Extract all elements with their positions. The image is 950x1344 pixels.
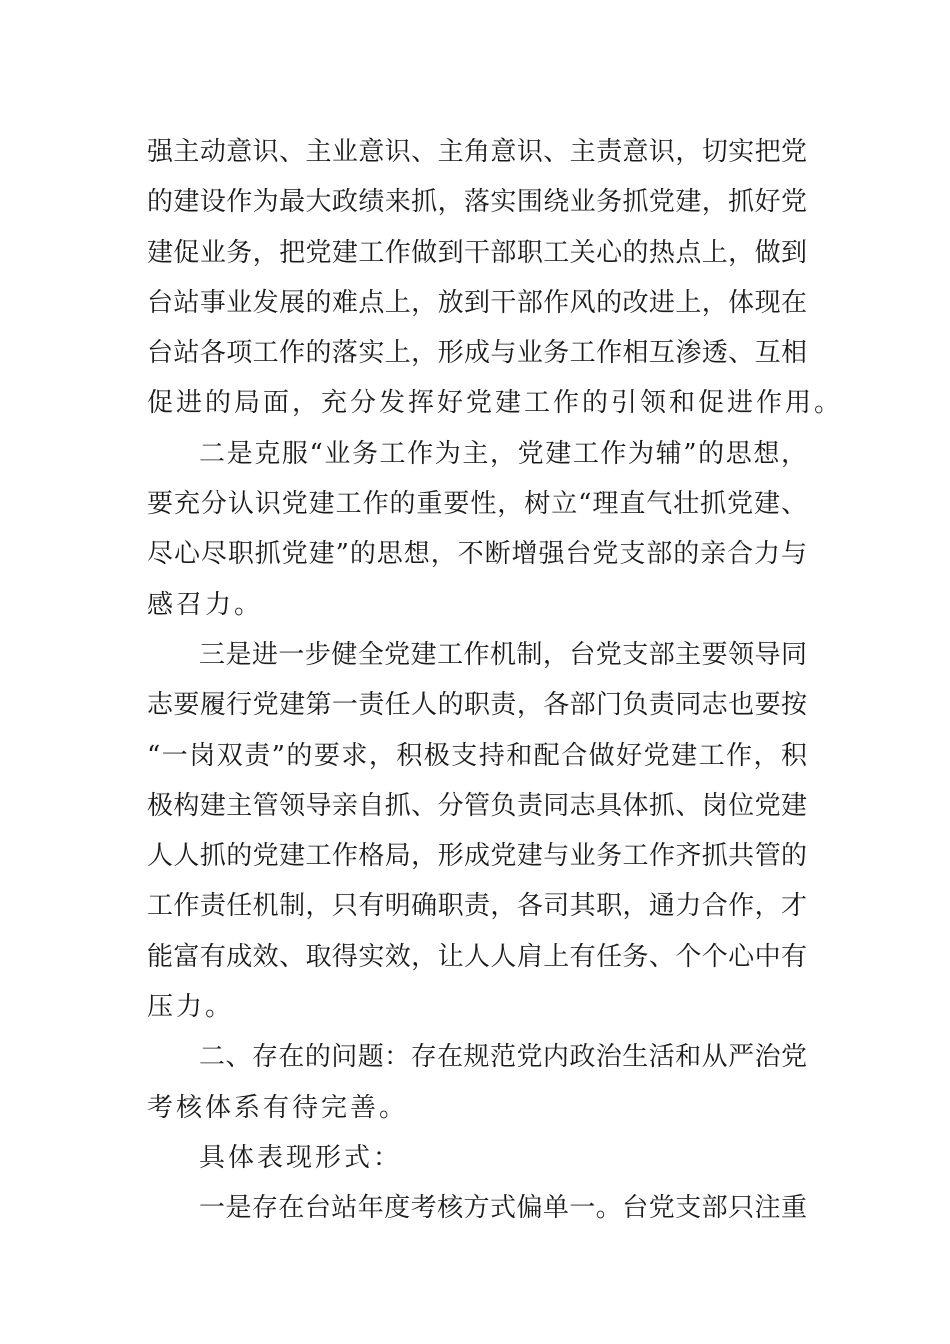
text-line: 强主动意识、主业意识、主角意识、主责意识，切实把党 xyxy=(147,137,807,167)
text-line: 建促业务，把党建工作做到干部职工关心的热点上，做到 xyxy=(147,237,807,268)
text-line: 要充分认识党建工作的重要性，树立“理直气壮抓党建、 xyxy=(147,489,807,520)
text-line: 人人抓的党建工作格局，形成党建与业务工作齐抓共管的 xyxy=(147,841,807,872)
text-line: “一岗双责”的要求，积极支持和配合做好党建工作，积 xyxy=(147,740,807,771)
text-line: 三是进一步健全党建工作机制，台党支部主要领导同 xyxy=(199,639,807,670)
document-body xyxy=(147,127,844,1234)
text-line: 尽心尽职抓党建”的思想，不断增强台党支部的亲合力与 xyxy=(147,539,807,570)
text-line: 二是克服“业务工作为主，党建工作为辅”的思想， xyxy=(199,438,807,469)
text-line: 极构建主管领导亲自抓、分管负责同志具体抓、岗位党建 xyxy=(147,790,807,821)
text-line: 感召力。 xyxy=(147,589,264,620)
text-line: 的建设作为最大政绩来抓，落实围绕业务抓党建，抓好党 xyxy=(147,187,807,218)
text-line: 压力。 xyxy=(147,992,235,1023)
text-line: 工作责任机制，只有明确职责，各司其职，通力合作，才 xyxy=(147,891,807,922)
text-line: 能富有成效、取得实效，让人人肩上有任务、个个心中有 xyxy=(147,941,807,972)
text-line: 促进的局面，充分发挥好党建工作的引领和促进作用。 xyxy=(147,388,844,419)
text-line: 一是存在台站年度考核方式偏单一。台党支部只注重 xyxy=(199,1193,807,1224)
section-heading-line: 二、存在的问题：存在规范党内政治生活和从严治党 xyxy=(199,1042,807,1073)
subheading-line: 具体表现形式： xyxy=(199,1142,403,1173)
text-line: 台站各项工作的落实上，形成与业务工作相互渗透、互相 xyxy=(147,338,807,369)
text-line: 志要履行党建第一责任人的职责，各部门负责同志也要按 xyxy=(147,690,807,721)
text-line: 考核体系有待完善。 xyxy=(147,1092,409,1123)
text-line: 台站事业发展的难点上，放到干部作风的改进上，体现在 xyxy=(147,287,807,318)
